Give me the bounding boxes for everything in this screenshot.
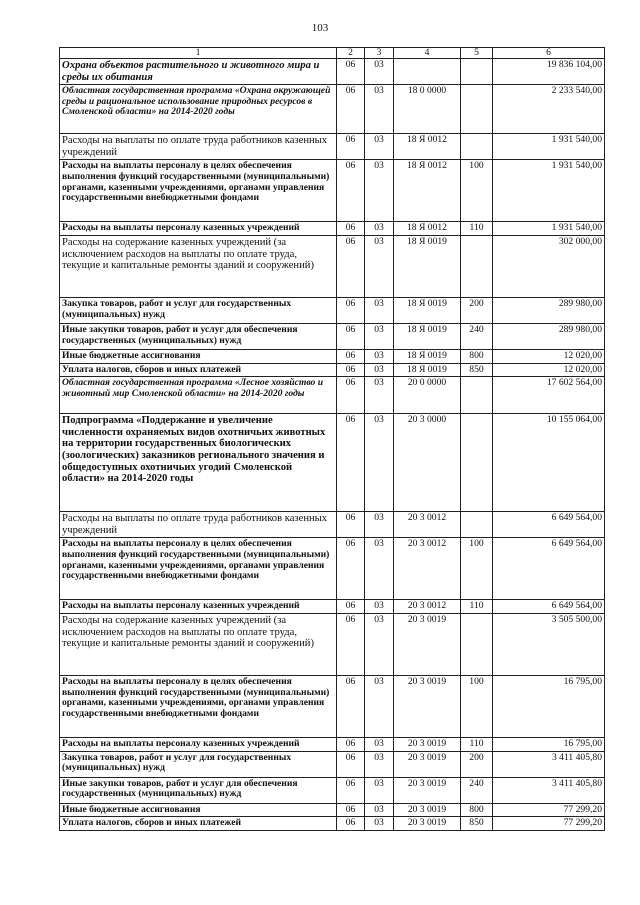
- table-row: [60, 675, 605, 737]
- row-amount-cell: 289 980,00: [493, 323, 605, 349]
- row-amount-cell: 77 299,20: [493, 817, 605, 831]
- row-expense-type-cell: 240: [461, 323, 493, 349]
- row-expense-type-cell: 800: [461, 803, 493, 817]
- row-section-cell: 06: [337, 222, 365, 236]
- row-target-article-cell: 18 0 0000: [394, 85, 461, 134]
- header-col-4: 4: [394, 48, 461, 59]
- table-row: [60, 160, 605, 222]
- row-name-cell: Уплата налогов, сборов и иных платежей: [60, 817, 337, 831]
- row-subsection-cell: 03: [365, 85, 394, 134]
- row-amount-cell: 10 155 064,00: [493, 414, 605, 512]
- row-section-cell: 06: [337, 363, 365, 377]
- row-subsection-cell: 03: [365, 512, 394, 538]
- row-section-cell: 06: [337, 323, 365, 349]
- table-row: [60, 613, 605, 675]
- row-section-cell: 06: [337, 85, 365, 134]
- row-amount-cell: 77 299,20: [493, 803, 605, 817]
- row-section-cell: 06: [337, 349, 365, 363]
- row-name-cell: Расходы на выплаты по оплате труда работников казенных учреждений: [60, 512, 337, 538]
- header-col-6: 6: [493, 48, 605, 59]
- table-row: [60, 817, 605, 831]
- row-subsection-cell: 03: [365, 817, 394, 831]
- row-subsection-cell: 03: [365, 613, 394, 675]
- row-target-article-cell: 20 3 0000: [394, 414, 461, 512]
- row-subsection-cell: 03: [365, 160, 394, 222]
- table-row: [60, 737, 605, 751]
- row-expense-type-cell: [461, 377, 493, 414]
- header-col-3: 3: [365, 48, 394, 59]
- row-amount-cell: 6 649 564,00: [493, 512, 605, 538]
- row-amount-cell: 3 505 500,00: [493, 613, 605, 675]
- row-expense-type-cell: [461, 414, 493, 512]
- row-subsection-cell: 03: [365, 803, 394, 817]
- row-subsection-cell: 03: [365, 222, 394, 236]
- header-row: [60, 48, 605, 59]
- row-expense-type-cell: 100: [461, 675, 493, 737]
- row-name-cell: Расходы на выплаты персоналу в целях обеспечения выполнения функций государственными (муниципальными) органами, казенными учреждениями, органами управления государственными внебюджетными фондами: [60, 675, 337, 737]
- row-name-cell: Уплата налогов, сборов и иных платежей: [60, 363, 337, 377]
- row-subsection-cell: 03: [365, 134, 394, 160]
- row-amount-cell: 3 411 405,80: [493, 777, 605, 803]
- row-expense-type-cell: [461, 613, 493, 675]
- row-amount-cell: 6 649 564,00: [493, 538, 605, 600]
- table-row: [60, 59, 605, 85]
- header-col-2: 2: [337, 48, 365, 59]
- row-section-cell: 06: [337, 675, 365, 737]
- row-amount-cell: 1 931 540,00: [493, 160, 605, 222]
- row-name-cell: Иные закупки товаров, работ и услуг для обеспечения государственных (муниципальных) нужд: [60, 323, 337, 349]
- row-expense-type-cell: [461, 235, 493, 297]
- row-amount-cell: 16 795,00: [493, 737, 605, 751]
- row-target-article-cell: 20 3 0019: [394, 751, 461, 777]
- row-target-article-cell: 18 Я 0019: [394, 363, 461, 377]
- row-target-article-cell: 20 3 0019: [394, 613, 461, 675]
- row-expense-type-cell: [461, 134, 493, 160]
- header-col-1: 1: [60, 48, 337, 59]
- row-expense-type-cell: [461, 59, 493, 85]
- row-section-cell: 06: [337, 817, 365, 831]
- row-amount-cell: 1 931 540,00: [493, 134, 605, 160]
- row-expense-type-cell: [461, 85, 493, 134]
- row-section-cell: 06: [337, 600, 365, 614]
- row-name-cell: Областная государственная программа «Лесное хозяйство и животный мир Смоленской области» на 2014-2020 годы: [60, 377, 337, 414]
- row-section-cell: 06: [337, 538, 365, 600]
- table-row: [60, 363, 605, 377]
- row-expense-type-cell: 110: [461, 222, 493, 236]
- row-target-article-cell: 20 3 0012: [394, 512, 461, 538]
- row-amount-cell: 2 233 540,00: [493, 85, 605, 134]
- table-row: [60, 512, 605, 538]
- row-subsection-cell: 03: [365, 675, 394, 737]
- row-section-cell: 06: [337, 414, 365, 512]
- row-expense-type-cell: 850: [461, 817, 493, 831]
- row-subsection-cell: 03: [365, 349, 394, 363]
- row-expense-type-cell: 100: [461, 538, 493, 600]
- row-expense-type-cell: 200: [461, 751, 493, 777]
- row-amount-cell: 3 411 405,80: [493, 751, 605, 777]
- table-row: [60, 134, 605, 160]
- row-section-cell: 06: [337, 751, 365, 777]
- row-name-cell: Расходы на выплаты персоналу в целях обеспечения выполнения функций государственными (муниципальными) органами, казенными учреждениями, органами управления государственными внебюджетными фондами: [60, 538, 337, 600]
- row-amount-cell: 12 020,00: [493, 349, 605, 363]
- row-subsection-cell: 03: [365, 297, 394, 323]
- row-target-article-cell: 18 Я 0012: [394, 222, 461, 236]
- row-name-cell: Расходы на содержание казенных учреждений (за исключением расходов на выплаты по оплате труда, текущие и капитальные ремонты зданий и сооружений): [60, 613, 337, 675]
- table-row: [60, 803, 605, 817]
- row-target-article-cell: 18 Я 0012: [394, 134, 461, 160]
- page-number: 103: [311, 22, 329, 34]
- row-subsection-cell: 03: [365, 600, 394, 614]
- row-target-article-cell: 20 3 0012: [394, 600, 461, 614]
- row-name-cell: Расходы на выплаты персоналу в целях обеспечения выполнения функций государственными (муниципальными) органами, казенными учреждениями, органами управления государственными внебюджетными фондами: [60, 160, 337, 222]
- row-target-article-cell: 20 0 0000: [394, 377, 461, 414]
- row-expense-type-cell: 240: [461, 777, 493, 803]
- row-name-cell: Охрана объектов растительного и животного мира и среды их обитания: [60, 59, 337, 85]
- row-target-article-cell: 20 3 0012: [394, 538, 461, 600]
- table-row: [60, 349, 605, 363]
- row-expense-type-cell: 110: [461, 600, 493, 614]
- row-name-cell: Иные бюджетные ассигнования: [60, 349, 337, 363]
- row-subsection-cell: 03: [365, 737, 394, 751]
- row-target-article-cell: 20 3 0019: [394, 777, 461, 803]
- row-expense-type-cell: [461, 512, 493, 538]
- row-target-article-cell: 18 Я 0019: [394, 297, 461, 323]
- row-amount-cell: 289 980,00: [493, 297, 605, 323]
- row-subsection-cell: 03: [365, 377, 394, 414]
- row-amount-cell: 12 020,00: [493, 363, 605, 377]
- row-target-article-cell: 20 3 0019: [394, 803, 461, 817]
- row-target-article-cell: 20 3 0019: [394, 675, 461, 737]
- row-section-cell: 06: [337, 377, 365, 414]
- row-subsection-cell: 03: [365, 363, 394, 377]
- row-section-cell: 06: [337, 297, 365, 323]
- row-amount-cell: 302 000,00: [493, 235, 605, 297]
- table-row: [60, 377, 605, 414]
- row-name-cell: Расходы на выплаты персоналу казенных учреждений: [60, 600, 337, 614]
- row-expense-type-cell: 100: [461, 160, 493, 222]
- row-section-cell: 06: [337, 160, 365, 222]
- row-amount-cell: 1 931 540,00: [493, 222, 605, 236]
- row-name-cell: Закупка товаров, работ и услуг для государственных (муниципальных) нужд: [60, 297, 337, 323]
- row-section-cell: 06: [337, 512, 365, 538]
- table-row: [60, 297, 605, 323]
- row-expense-type-cell: 800: [461, 349, 493, 363]
- row-target-article-cell: 20 3 0019: [394, 817, 461, 831]
- row-name-cell: Расходы на содержание казенных учреждений (за исключением расходов на выплаты по оплате труда, текущие и капитальные ремонты зданий и сооружений): [60, 235, 337, 297]
- row-name-cell: Иные бюджетные ассигнования: [60, 803, 337, 817]
- row-subsection-cell: 03: [365, 777, 394, 803]
- table-row: [60, 538, 605, 600]
- table-row: [60, 222, 605, 236]
- row-target-article-cell: 18 Я 0019: [394, 235, 461, 297]
- row-section-cell: 06: [337, 59, 365, 85]
- table-row: [60, 777, 605, 803]
- table-row: [60, 751, 605, 777]
- row-target-article-cell: [394, 59, 461, 85]
- row-amount-cell: 16 795,00: [493, 675, 605, 737]
- row-name-cell: Расходы на выплаты персоналу казенных учреждений: [60, 222, 337, 236]
- row-amount-cell: 6 649 564,00: [493, 600, 605, 614]
- row-subsection-cell: 03: [365, 323, 394, 349]
- row-name-cell: Подпрограмма «Поддержание и увеличение численности охраняемых видов охотничьих животных на территории государственных биологических (зоологических) заказников регионального значения и общедоступных охотничьих угодий Смоленской области» на 2014-2020 годы: [60, 414, 337, 512]
- row-target-article-cell: 18 Я 0019: [394, 323, 461, 349]
- budget-table: [59, 47, 605, 831]
- row-target-article-cell: 18 Я 0012: [394, 160, 461, 222]
- row-expense-type-cell: 200: [461, 297, 493, 323]
- row-subsection-cell: 03: [365, 414, 394, 512]
- header-col-5: 5: [461, 48, 493, 59]
- row-amount-cell: 19 836 104,00: [493, 59, 605, 85]
- row-expense-type-cell: 110: [461, 737, 493, 751]
- table-row: [60, 323, 605, 349]
- row-subsection-cell: 03: [365, 538, 394, 600]
- row-section-cell: 06: [337, 613, 365, 675]
- row-name-cell: Иные закупки товаров, работ и услуг для обеспечения государственных (муниципальных) нужд: [60, 777, 337, 803]
- row-target-article-cell: 18 Я 0019: [394, 349, 461, 363]
- row-name-cell: Областная государственная программа «Охрана окружающей среды и рациональное использование природных ресурсов в Смоленской области» на 2014-2020 годы: [60, 85, 337, 134]
- row-name-cell: Закупка товаров, работ и услуг для государственных (муниципальных) нужд: [60, 751, 337, 777]
- row-subsection-cell: 03: [365, 751, 394, 777]
- row-section-cell: 06: [337, 777, 365, 803]
- row-section-cell: 06: [337, 134, 365, 160]
- table-row: [60, 600, 605, 614]
- row-section-cell: 06: [337, 235, 365, 297]
- table-row: [60, 235, 605, 297]
- table-row: [60, 85, 605, 134]
- row-amount-cell: 17 602 564,00: [493, 377, 605, 414]
- row-expense-type-cell: 850: [461, 363, 493, 377]
- row-section-cell: 06: [337, 737, 365, 751]
- row-target-article-cell: 20 3 0019: [394, 737, 461, 751]
- row-subsection-cell: 03: [365, 235, 394, 297]
- row-section-cell: 06: [337, 803, 365, 817]
- row-name-cell: Расходы на выплаты по оплате труда работников казенных учреждений: [60, 134, 337, 160]
- row-name-cell: Расходы на выплаты персоналу казенных учреждений: [60, 737, 337, 751]
- row-subsection-cell: 03: [365, 59, 394, 85]
- table-row: [60, 414, 605, 512]
